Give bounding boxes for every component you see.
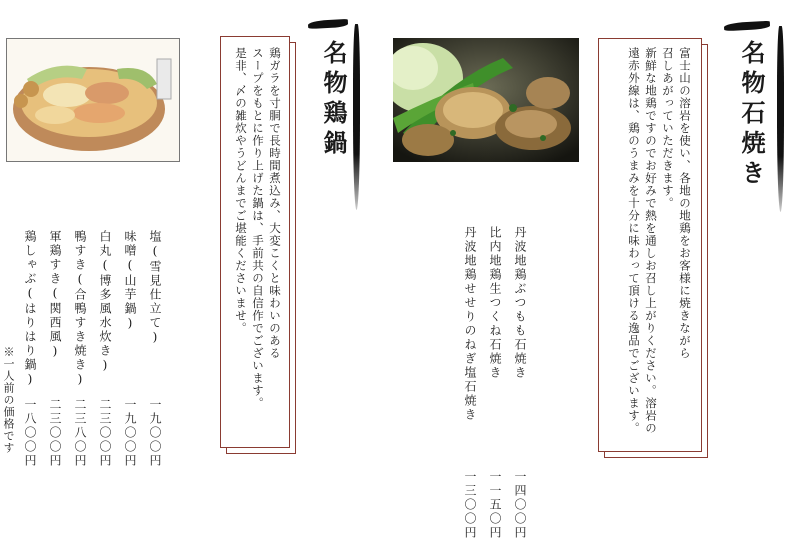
brush-stroke [777, 26, 784, 212]
menu-item-price: 一一五〇円 [488, 470, 502, 540]
ishiyaki-title: 名物石焼き [737, 40, 766, 190]
brush-stroke [353, 24, 360, 210]
menu-item-price: 二三〇〇円 [48, 398, 62, 468]
description-line: 是非、〆の雑炊やうどんまでご堪能くださいませ。 [234, 47, 248, 335]
price-note: ※一人前の価格です [2, 346, 15, 454]
menu-item-name: 軍鶏すき(関西風) [48, 230, 62, 360]
menu-item-price: 一八〇〇円 [23, 398, 37, 468]
nabe-title: 名物鶏鍋 [319, 40, 348, 160]
description-line: スープをもとに作り上げた鍋は、手前共の自信作でございます。 [251, 47, 265, 410]
nabe-illustration [6, 38, 180, 162]
description-line: 鶏ガラを寸胴で長時間煮込み、大変こくと味わいのある [268, 47, 282, 360]
menu-item-name: 鶏しゃぶ(はりはり鍋) [23, 230, 37, 388]
menu-item-price: 一三〇〇円 [463, 470, 477, 540]
brush-stroke [724, 21, 770, 31]
menu-item-price: 二三八〇円 [73, 398, 87, 468]
menu-item-name: 塩(雪見仕立て) [148, 230, 162, 346]
menu-item-name: 比内地鶏生つくね石焼き [488, 226, 502, 380]
menu-item-price: 一九〇〇円 [123, 398, 137, 468]
menu-item-name: 味噌(山芋鍋) [123, 230, 137, 332]
menu-item-price: 一九〇〇円 [148, 398, 162, 468]
menu-item-price: 一四〇〇円 [513, 470, 527, 540]
menu-item-name: 鴨すき(合鴨すき焼き) [73, 230, 87, 388]
ishiyaki-heading [724, 22, 784, 212]
menu-item-name: 丹波地鶏せせりのねぎ塩石焼き [463, 226, 477, 422]
brush-stroke [308, 19, 348, 29]
nabe-heading [308, 20, 360, 210]
menu-item-name: 白丸(博多風水炊き) [98, 230, 112, 374]
grilled-chicken-image [393, 38, 579, 162]
nabe-description [232, 47, 283, 443]
ishiyaki-photo [393, 38, 579, 162]
ishiyaki-description [625, 47, 693, 447]
ishiyaki-description-box [598, 38, 702, 452]
menu-item-price: 二三〇〇円 [98, 398, 112, 468]
description-line: 富士山の溶岩を使い、各地の地鶏をお客様に焼きながら [678, 47, 692, 360]
description-line: 新鮮な地鶏ですのでお好みで熱を通しお召し上がりください。溶岩の [644, 47, 658, 435]
description-line: 召しあがっていただきます。 [661, 47, 675, 210]
menu-item-name: 丹波地鶏ぶつもも石焼き [513, 226, 527, 380]
hotpot-image [7, 39, 179, 161]
nabe-description-box [220, 36, 290, 448]
description-line: 遠赤外線は、鶏のうまみを十分に味わって頂ける逸品でございます。 [627, 47, 641, 435]
